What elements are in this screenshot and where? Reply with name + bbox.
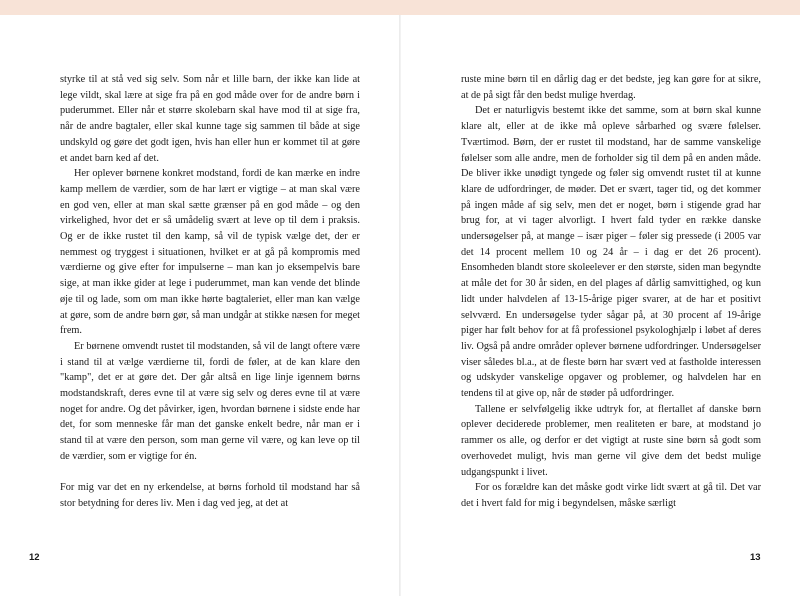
left-paragraph-3: Er børnene omvendt rustet til modstanden, så vil de langt oftere være i stand til at vælge værdierne til, fordi de føler, at de kan klare den "kamp", det er at gøre det. Der går altså en lige linje igennem børns modstandskraft, deres evne til at være sig selv og deres evne til at være noget for andre. Og det påvirker, igen, hvordan børnene i sidste ende har det, for som menneske får man det ganske enkelt bedre, når man er i stand til at være den person, som man gerne vil være, og kan leve op til de værdier, som er vigtige for én.	[60, 340, 360, 462]
left-paragraph-2: Her oplever børnene konkret modstand, fordi de kan mærke en indre kamp mellem de værdier, som de har lært er vigtige – at man skal være en god ven, eller at man skal sætte grænser på en god måde – og den virkelighed, hvor det er så umådelig svært at leve op til dem i praksis. Og er de ikke rustet til den kamp, så vil de typisk vælge det, der er nemmest og tryggest i situationen, hvilket er at gå på kompromis med værdierne og give efter for impulserne – man kan jo eksempelvis bare sige, at man ikke gider at lege i puderummet, man kan vende det blinde øje til og lade, som om man ikke hørte bagtaleriet, eller man kan vælge at gøre, som de andre børn gør, så man undgår at stikke næsen for meget frem.	[60, 168, 360, 337]
right-page-number: 13	[750, 552, 761, 563]
right-paragraph-2: Det er naturligvis bestemt ikke det samme, som at børn skal kunne klare alt, eller at de ikke må opleve sårbarhed og svære følelser. Tværtimod. Børn, der er rustet til modstand, har de samme vanskelige følelser som alle andre, men de forholder sig til dem på en anden måde. De bliver ikke unødigt tyngede og føler sig omvendt rustet til at kunne klare de udfordringer, de møder. Det er svært, tager tid, og det kommer på ingen måde af sig selv, men det er noget, børn i stigende grad har brug for, at vi tager alvorligt. I hvert fald tyder en række danske undersøgelser på, at mange – især piger – føler sig pressede (i 2005 var det 14 procent mellem 10 og 24 år – i dag er det 26 procent). Ensomheden blandt store skoleelever er den største, siden man begyndte at måle det for 30 år siden, en del plages af dårlig samvittighed, og kun lidt under halvdelen af 13-15-årige piger svarer, at de har et positivt selvværd. En undersøgelse tyder sågar på, at 30 procent af 19-årige piger har følt behov for at få professionel psykologhjælp i løbet af deres liv. Også på andre områder oplever børnene udfordringer. Undersøgelser viser således bl.a., at de fleste børn har svært ved at fastholde interessen og udskyder vanskelige opgaver og problemer, og halvdelen har en tendens til at give op, når de støder på udfordringer.	[461, 105, 761, 400]
left-page-number: 12	[29, 552, 40, 563]
top-color-band	[0, 0, 800, 15]
right-page-text	[461, 72, 761, 512]
right-paragraph-4: For os forældre kan det måske godt virke lidt svært at gå til. Det var det i hvert fald for mig i begyndelsen, måske særligt	[461, 482, 761, 509]
right-paragraph-1: ruste mine børn til en dårlig dag er det bedste, jeg kan gøre for at sikre, at de på sigt får den bedst mulige hverdag.	[461, 74, 761, 101]
left-page-text	[60, 72, 360, 512]
book-gutter	[399, 15, 401, 596]
left-paragraph-4: For mig var det en ny erkendelse, at børns forhold til modstand har så stor betydning for deres liv. Men i dag ved jeg, at det at	[60, 482, 360, 509]
left-paragraph-1: styrke til at stå ved sig selv. Som når et lille barn, der ikke kan lide at lege vildt, skal lære at sige fra på en god måde over for de andre børn i puderummet. Eller når et større skolebarn skal have mod til at sige fra, når de andre bagtaler, eller skal kunne tage sig sammen til både at sige undskyld og gøre det godt igen, hvis han eller hun er kommet til at gøre et andet barn ked af det.	[60, 74, 360, 164]
right-paragraph-3: Tallene er selvfølgelig ikke udtryk for, at flertallet af danske børn oplever deciderede problemer, men realiteten er bare, at modstand jo rammer os alle, og derfor er det vigtigt at ruste sine børn så godt som overhovedet muligt, hvis man gerne vil give dem det bedst mulige udgangspunkt i livet.	[461, 403, 761, 478]
